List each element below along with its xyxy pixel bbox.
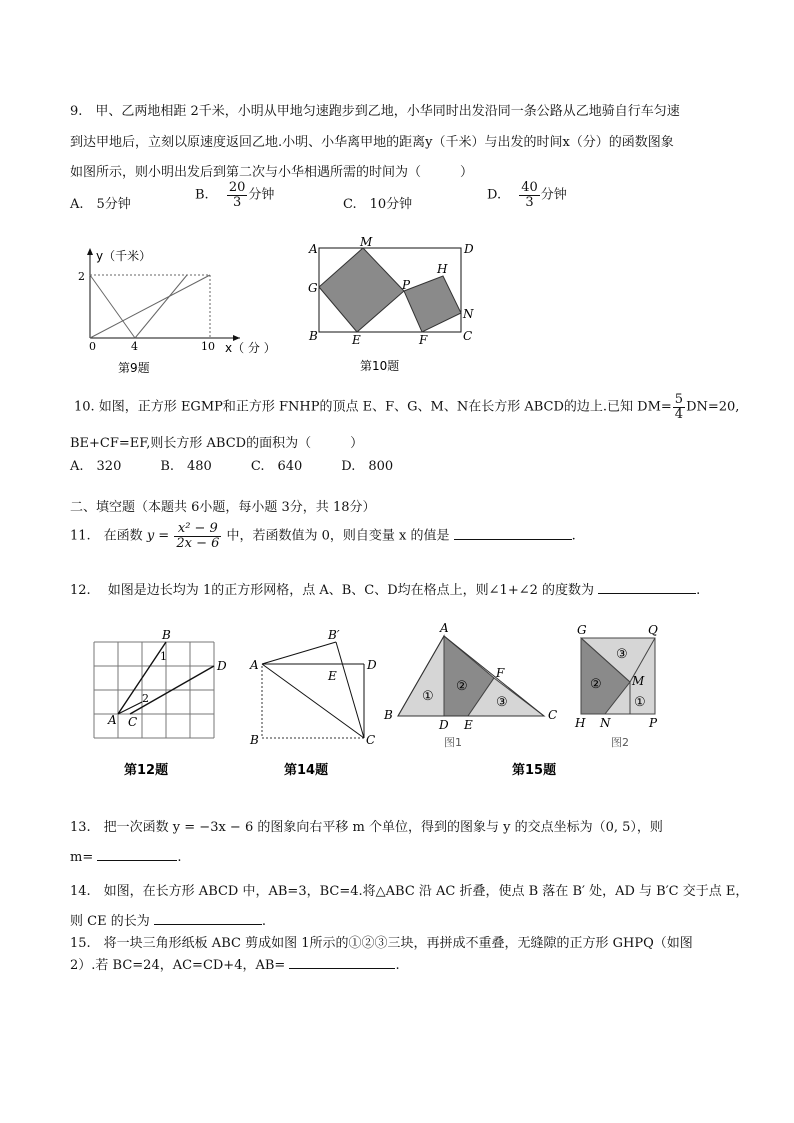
frac-numerator: 5 [674, 392, 684, 407]
region-2-label: ② [590, 677, 602, 692]
q10-fraction [673, 393, 685, 421]
label-a: A [440, 622, 449, 635]
label-f: F [496, 666, 505, 680]
label-p: P [402, 278, 411, 292]
q9-option-b-label: B. [195, 187, 209, 203]
fig15-sub-1: 图1 [444, 736, 462, 749]
fig10-diagram [300, 236, 490, 378]
line-xiaohua-out [90, 275, 135, 338]
q10-line1-tail: DN=20, [686, 399, 740, 415]
label-h: H [575, 716, 586, 730]
label-angle-1: 1 [160, 650, 167, 663]
label-c: C [548, 708, 558, 722]
q10-line2: BE+CF=EF,则长方形 ABCD的面积为（ ） [70, 436, 364, 451]
region-1-label: ① [634, 695, 646, 710]
q9-line3: 如图所示，则小明出发后到第二次与小华相遇所需的时间为（ ） [70, 165, 474, 180]
fig15-sub-2: 图2 [611, 736, 629, 749]
label-n: N [600, 716, 611, 730]
fig15-diagrams [378, 622, 678, 784]
q10-options: A. 320 B. 480 C. 640 D. 800 [70, 459, 394, 474]
segment-b-prime-c [336, 642, 364, 738]
q12-text: 12. 如图是边长均为 1的正方形网格，点 A、B、C、D均在格点上，则∠1+∠2 的度数为 [70, 583, 595, 598]
fig14-caption: 第14题 [284, 763, 329, 778]
q9-option-d-fraction [519, 181, 540, 209]
label-angle-2: 2 [142, 692, 149, 705]
label-e: E [464, 718, 473, 732]
q9-line1: 9. 甲、乙两地相距 2千米，小明从甲地匀速跑步到乙地，小华同时出发沿同一条公路从乙地骑自行车匀速 [70, 104, 680, 119]
line-xiaoming [90, 275, 210, 338]
q9-line2: 到达甲地后，立刻以原速度返回乙地.小明、小华离甲地的距离y（千米）与出发的时间x（分）的函数图象 [70, 135, 674, 150]
label-c: C [366, 733, 376, 747]
frac-denominator: 4 [674, 406, 684, 422]
q11-end: . [571, 528, 576, 544]
label-b: B [309, 329, 318, 343]
label-d: D [439, 718, 449, 732]
fig9-xlabel: x（ 分 ） [225, 341, 276, 355]
q11-y-eq: y = [146, 528, 170, 544]
label-m: M [360, 236, 373, 249]
label-n: N [463, 307, 474, 321]
square-egmp [319, 248, 404, 332]
label-g: G [577, 623, 587, 637]
label-b: B [250, 733, 259, 747]
q13-end: . [177, 850, 182, 865]
label-b: B [384, 708, 393, 722]
q12-answer-blank[interactable] [598, 581, 696, 594]
frac-numerator: 20 [228, 180, 246, 195]
q13-answer-blank[interactable] [97, 848, 177, 861]
label-q: Q [648, 623, 658, 637]
q15-line1: 15. 将一块三角形纸板 ABC 剪成如图 1所示的①②③三块，再拼成不重叠，无缝隙的正方形 GHPQ（如图 [70, 936, 693, 951]
frac-denominator: 3 [232, 194, 242, 210]
region-2-label: ② [456, 679, 468, 694]
label-c: C [463, 329, 473, 343]
label-m: M [632, 674, 645, 688]
label-p: P [649, 716, 658, 730]
label-b: B [162, 628, 171, 642]
q14-end: . [261, 914, 266, 929]
q11 [70, 522, 576, 550]
frac-numerator: x² − 9 [174, 522, 221, 537]
fig9-xtick-4: 4 [131, 340, 138, 353]
q15-answer-blank[interactable] [289, 956, 395, 969]
label-a: A [309, 242, 318, 256]
label-h: H [437, 262, 448, 276]
fig9-ytick-2: 2 [78, 270, 85, 283]
fig14-diagram [242, 626, 392, 784]
q11-answer-blank[interactable] [454, 527, 572, 540]
label-d: D [367, 658, 377, 672]
q15-end: . [395, 958, 400, 973]
q14-line2 [70, 910, 266, 929]
q14-answer-blank[interactable] [154, 912, 262, 925]
section-2-heading: 二、填空题（本题共 6小题，每小题 3分，共 18分） [70, 500, 376, 515]
label-d: D [217, 659, 227, 673]
q11-fraction [174, 522, 221, 550]
q15-line2 [70, 954, 400, 973]
q9-option-c: C. 10分钟 [343, 197, 413, 212]
q9-option-b-unit: 分钟 [248, 187, 275, 203]
q12-end: . [696, 583, 701, 598]
q11-prefix: 11. 在函数 [70, 528, 143, 544]
q14-line2-text: 则 CE 的长为 [70, 914, 150, 929]
region-3-label: ③ [496, 695, 508, 710]
label-a: A [250, 658, 259, 672]
q10-line1-text: 10. 如图，正方形 EGMP和正方形 FNHP的顶点 E、F、G、M、N在长方形 ABCD的边上.已知 DM= [74, 399, 672, 415]
fig10-caption: 第10题 [360, 359, 400, 373]
segment-ac [262, 664, 364, 738]
q9-option-d-label: D. [487, 187, 502, 203]
q10-line1 [74, 393, 739, 421]
q13-line1: 13. 把一次函数 y = −3x − 6 的图象向右平移 m 个单位，得到的图象与 y 的交点坐标为（0, 5），则 [70, 820, 663, 835]
fig9-caption: 第9题 [118, 361, 150, 375]
q9-option-b-fraction [227, 181, 248, 209]
fig9-graph [70, 240, 300, 380]
label-c: C [128, 715, 138, 729]
fig9-origin: 0 [89, 340, 96, 353]
q9-option-b [195, 181, 274, 209]
line-xiaohua-back [135, 275, 187, 338]
q13-m-label: m= [70, 850, 94, 865]
q14-line1: 14. 如图，在长方形 ABCD 中，AB=3，BC=4.将△ABC 沿 AC 折叠，使点 B 落在 B′ 处，AD 与 B′C 交于点 E， [70, 884, 749, 899]
fig9-ylabel: y（千米） [96, 249, 152, 263]
q15-line2-text: 2）.若 BC=24，AC=CD+4，AB= [70, 958, 286, 973]
q11-suffix: 中，若函数值为 0，则自变量 x 的值是 [226, 528, 450, 544]
q13-line2 [70, 848, 182, 865]
fig15-caption: 第15题 [512, 763, 557, 778]
fig12-grid [76, 626, 238, 784]
frac-denominator: 2x − 6 [176, 535, 220, 551]
label-f: F [419, 333, 428, 347]
square-fnhp [404, 276, 461, 332]
label-b-prime: B′ [328, 628, 340, 642]
region-1-label: ① [422, 689, 434, 704]
q9-option-a: A. 5分钟 [70, 197, 131, 212]
label-e: E [352, 333, 361, 347]
q12 [70, 579, 700, 598]
fig9-xtick-10: 10 [201, 340, 215, 353]
y-axis-arrow [87, 248, 93, 255]
q9-option-d-unit: 分钟 [540, 187, 567, 203]
frac-numerator: 40 [521, 180, 538, 195]
fig12-caption: 第12题 [124, 763, 169, 778]
label-g: G [308, 281, 318, 295]
region-3-label: ③ [616, 647, 628, 662]
label-e: E [328, 669, 337, 683]
label-a: A [108, 713, 117, 727]
q9-option-d [487, 181, 567, 209]
frac-denominator: 3 [525, 194, 534, 210]
label-d: D [464, 242, 474, 256]
segment-ab-prime [262, 642, 336, 664]
